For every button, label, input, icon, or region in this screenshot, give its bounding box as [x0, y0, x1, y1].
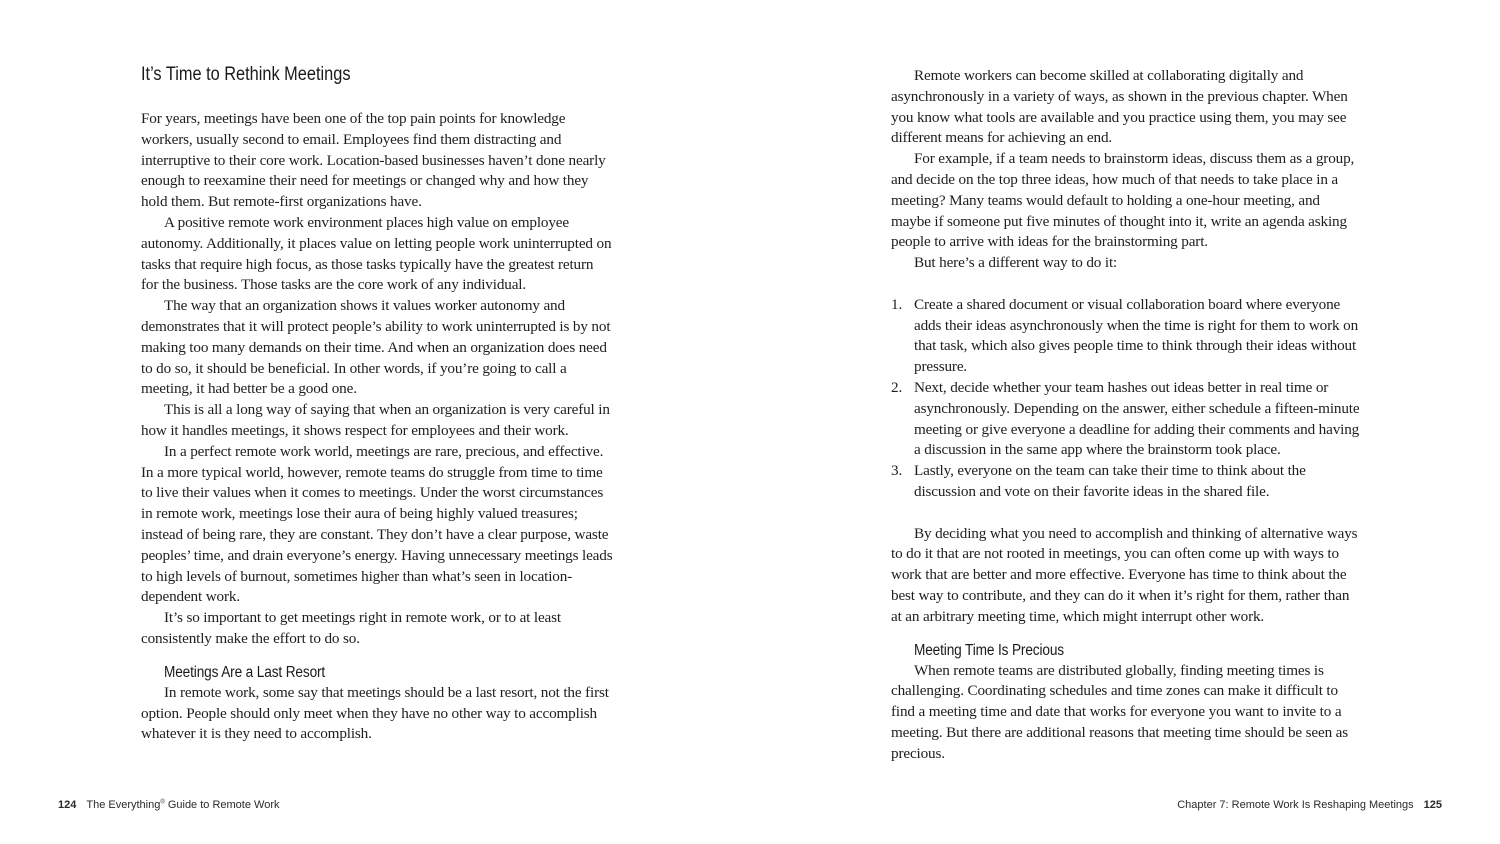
section-heading: It’s Time to Rethink Meetings	[141, 64, 351, 85]
list-number: 1.	[891, 295, 903, 313]
left-page-column	[141, 60, 613, 745]
paragraph: But here’s a different way to do it:	[914, 254, 1118, 272]
right-page	[750, 0, 1500, 844]
running-chapter-title: Chapter 7: Remote Work Is Reshaping Meetings	[1177, 799, 1414, 811]
paragraph: By deciding what you need to accomplish and thinking of alternative ways to do it that are not rooted in meetings, you can often come up with ways to work that are better and more effective. Everyone has time to think about the best way to contribute, and they can do it when it’s right for them, rather than at an arbitrary meeting time, which might interrupt other work.	[891, 524, 1358, 625]
list-number: 2.	[891, 378, 903, 396]
running-title: The Everything	[86, 799, 161, 811]
paragraph: The way that an organization shows it values worker autonomy and demonstrates that it will protect people’s ability to work uninterrupted is by not making too many demands on their time. And when an organization does need to do so, it should be beneficial. In other words, if you’re going to call a meeting, it had better be a good one.	[141, 297, 611, 398]
subsection-heading: Meeting Time Is Precious	[914, 641, 1064, 659]
registered-mark: ®	[160, 799, 165, 806]
spacer	[141, 650, 613, 662]
numbered-list	[891, 295, 1363, 503]
paragraph: This is all a long way of saying that when an organization is very careful in how it handles meetings, it shows respect for employees and their work.	[141, 401, 610, 439]
spacer	[891, 274, 1363, 295]
list-item	[891, 378, 1363, 461]
paragraph: When remote teams are distributed globally, finding meeting times is challenging. Coordinating schedules and time zones can make it difficult to find a meeting time and date that works for everyone you want to invite to a meeting. But there are additional reasons that meeting time should be seen as precious.	[891, 661, 1349, 762]
paragraph: In a perfect remote work world, meetings are rare, precious, and effective. In a more typical world, however, remote teams do struggle from time to time to live their values when it comes to meetings. Under the worst circumstances in remote work, meetings lose their aura of being highly valued treasures; instead of being rare, they are constant. They don’t have a clear purpose, waste peoples’ time, and drain everyone’s energy. Having unnecessary meetings leads to high levels of burnout, sometimes higher than what’s seen in location-dependent work.	[141, 442, 613, 606]
page-number: 125	[1423, 799, 1442, 811]
list-item-text: Create a shared document or visual collaboration board where everyone adds their ideas asynchronously when the time is right for them to work on that task, which also gives people time to think through their ideas without pressure.	[914, 295, 1359, 376]
list-number: 3.	[891, 462, 903, 480]
page-number: 124	[58, 799, 77, 811]
right-page-footer	[1177, 797, 1442, 813]
list-item	[891, 461, 1363, 503]
paragraph: In remote work, some say that meetings should be a last resort, not the first option. People should only meet when they have no other way to accomplish whatever it is they need to accomplish.	[141, 683, 609, 743]
left-page-footer	[58, 797, 280, 813]
list-item-text: Lastly, everyone on the team can take their time to think about the discussion and vote on their favorite ideas in the shared file.	[914, 462, 1306, 500]
left-body-text	[141, 109, 613, 745]
list-item	[891, 295, 1363, 378]
paragraph: It’s so important to get meetings right in remote work, or to at least consistently make the effort to do so.	[141, 609, 561, 647]
right-body-text	[891, 66, 1363, 765]
right-page-column	[891, 66, 1363, 765]
paragraph: For example, if a team needs to brainstorm ideas, discuss them as a group, and decide on the top three ideas, how much of that needs to take place in a meeting? Many teams would default to holding a one-hour meeting, and maybe if someone put five minutes of thought into it, write an agenda asking people to arrive with ideas for the brainstorming part.	[891, 150, 1355, 251]
subsection-heading: Meetings Are a Last Resort	[164, 663, 326, 681]
spacer	[891, 503, 1363, 524]
paragraph: Remote workers can become skilled at collaborating digitally and asynchronously in a variety of ways, as shown in the previous chapter. When you know what tools are available and you practice using them, you may see different means for achieving an end.	[891, 67, 1348, 147]
running-title-rest: Guide to Remote Work	[164, 799, 280, 811]
paragraph: For years, meetings have been one of the top pain points for knowledge workers, usually second to email. Employees find them distracting and interruptive to their core work. Location-based businesses haven’t done nearly enough to reexamine their need for meetings or changed why and how they hold them. But remote-first organizations have.	[141, 110, 606, 211]
list-item-text: Next, decide whether your team hashes out ideas better in real time or asynchronously. Depending on the answer, either schedule a fifteen-minute meeting or give everyone a deadline for adding their comments and having a discussion in the same app where the brainstorm took place.	[914, 378, 1360, 459]
spacer	[891, 628, 1363, 640]
paragraph: A positive remote work environment places high value on employee autonomy. Additionally, it places value on letting people work uninterrupted on tasks that require high focus, as those tasks typically have the greatest return for the business. Those tasks are the core work of any individual.	[141, 213, 612, 294]
